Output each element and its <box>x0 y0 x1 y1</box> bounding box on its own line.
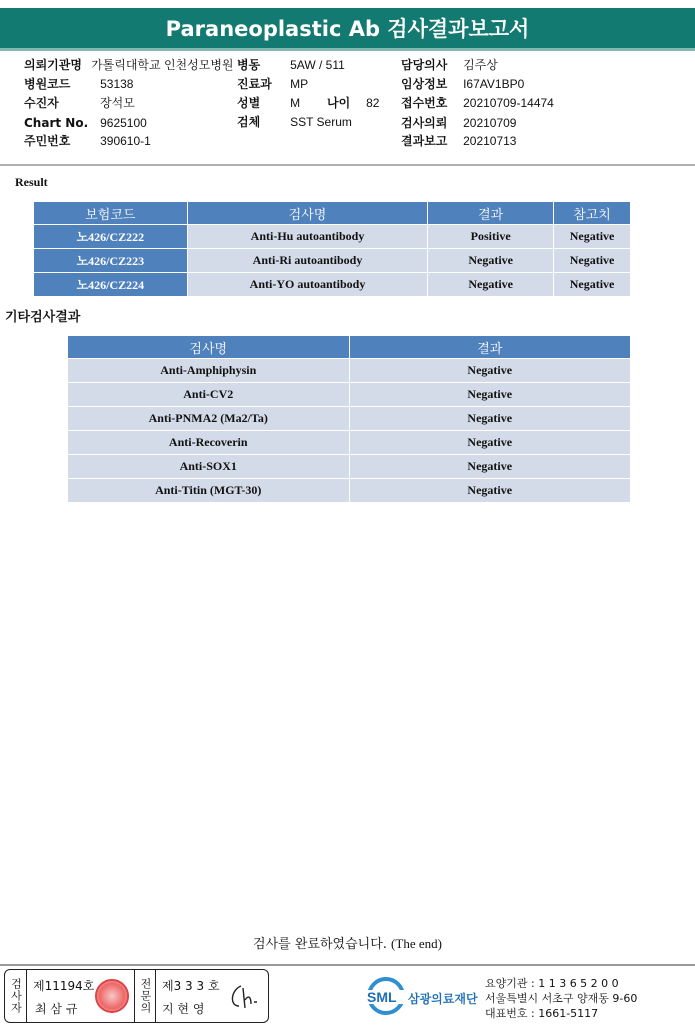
reference-value: Negative <box>554 225 631 249</box>
sml-logo-icon <box>366 976 410 1016</box>
info-row-report-date <box>401 131 516 149</box>
completion-en: (The end) <box>391 936 442 951</box>
info-value: M <box>290 96 301 110</box>
test-name: Anti-Amphiphysin <box>68 359 350 383</box>
table-row <box>34 273 631 297</box>
table-row <box>34 249 631 273</box>
info-value: 20210709 <box>463 116 517 130</box>
header-reference: 참고치 <box>554 202 631 225</box>
info-label: 병원코드 <box>24 77 71 91</box>
org-info-line: 요양기관 : 1 1 3 6 5 2 0 0 <box>485 977 619 990</box>
header-test-name: 검사명 <box>187 202 428 225</box>
org-name: 삼광의료재단 <box>408 992 478 1006</box>
report-title: Paraneoplastic Ab 검사결과보고서 <box>0 8 695 48</box>
table-row <box>68 455 631 479</box>
header-insurance-code: 보험코드 <box>34 202 188 225</box>
completion-ko: 검사를 완료하였습니다. <box>253 937 387 952</box>
table-row <box>34 225 631 249</box>
test-name: Anti-SOX1 <box>68 455 350 479</box>
completion-message <box>0 933 695 952</box>
test-name: Anti-Recoverin <box>68 431 350 455</box>
specialist-license: 제3 3 3 호 <box>162 979 220 993</box>
org-info-line: 서울특별시 서초구 양재동 9-60 <box>485 992 638 1005</box>
info-row-clinical-info <box>401 74 524 92</box>
info-label: 주민번호 <box>24 134 71 148</box>
insurance-code: 노426/CZ222 <box>34 225 188 249</box>
info-label: 검사의뢰 <box>401 116 448 130</box>
specialist-vertical-label <box>134 970 156 1022</box>
reference-value: Negative <box>554 249 631 273</box>
info-value: MP <box>290 77 309 91</box>
examiner-vertical-label <box>5 970 27 1022</box>
info-row-resident-no <box>24 131 151 149</box>
info-row-doctor <box>401 55 498 73</box>
test-name: Anti-YO autoantibody <box>187 273 428 297</box>
test-result: Negative <box>349 431 630 455</box>
info-label: 진료과 <box>237 77 272 91</box>
org-info-line: 대표번호 : 1661-5117 <box>485 1007 599 1020</box>
test-result: Negative <box>349 407 630 431</box>
header-test-name: 검사명 <box>68 336 350 359</box>
table-header-row <box>68 336 631 359</box>
top-rule <box>0 0 695 6</box>
logo-text: SML <box>367 989 397 1005</box>
info-row-sex <box>237 93 300 111</box>
test-name: Anti-PNMA2 (Ma2/Ta) <box>68 407 350 431</box>
other-result-table <box>67 335 631 503</box>
header-separator <box>0 164 695 166</box>
info-label: 임상정보 <box>401 77 448 91</box>
info-label: 접수번호 <box>401 96 448 110</box>
info-value: 390610-1 <box>100 134 151 148</box>
signature-box <box>4 969 269 1023</box>
org-info <box>485 976 637 1021</box>
seal-stamp-icon <box>95 979 129 1013</box>
examiner-license: 제11194호 <box>33 979 95 993</box>
info-value: 82 <box>366 96 380 110</box>
info-row-hospital-code <box>24 74 133 92</box>
table-row <box>68 479 631 503</box>
test-result: Negative <box>428 249 554 273</box>
info-row-institution <box>24 55 234 73</box>
main-result-table <box>33 201 631 297</box>
info-value: 5AW / 511 <box>290 58 345 72</box>
info-label: 나이 <box>327 96 351 110</box>
footer-separator <box>0 964 695 966</box>
info-value: 53138 <box>100 77 134 91</box>
info-value: 20210713 <box>463 134 517 148</box>
table-header-row <box>34 202 631 225</box>
test-result: Negative <box>428 273 554 297</box>
info-value: I67AV1BP0 <box>463 77 525 91</box>
info-row-department <box>237 74 308 92</box>
other-results-label: 기타검사결과 <box>5 310 81 325</box>
info-label: 수진자 <box>24 96 59 110</box>
info-label: 병동 <box>237 58 261 72</box>
info-row-ward <box>237 55 345 73</box>
test-name: Anti-Titin (MGT-30) <box>68 479 350 503</box>
info-label: 성별 <box>237 96 261 110</box>
signature-scribble-icon <box>227 982 261 1012</box>
info-row-specimen <box>237 112 352 130</box>
reference-value: Negative <box>554 273 631 297</box>
header-result: 결과 <box>349 336 630 359</box>
examiner-name: 최 삼 규 <box>35 1002 78 1016</box>
result-label: Result <box>15 175 48 189</box>
table-row <box>68 431 631 455</box>
info-value: 20210709-14474 <box>463 96 554 110</box>
info-row-request-date <box>401 113 516 131</box>
insurance-code: 노426/CZ223 <box>34 249 188 273</box>
info-row-patient <box>24 93 135 111</box>
table-row <box>68 383 631 407</box>
specialist-name: 지 현 영 <box>162 1002 205 1016</box>
insurance-code: 노426/CZ224 <box>34 273 188 297</box>
info-value: 김주상 <box>463 58 498 72</box>
test-result: Negative <box>349 383 630 407</box>
test-result: Negative <box>349 455 630 479</box>
test-result: Positive <box>428 225 554 249</box>
info-label: Chart No. <box>24 116 89 130</box>
info-value: 9625100 <box>100 116 147 130</box>
info-row-chart-no <box>24 113 147 131</box>
test-result: Negative <box>349 359 630 383</box>
vertical-text: 전문의 <box>139 978 152 1014</box>
table-row <box>68 359 631 383</box>
info-value: 가톨릭대학교 인천성모병원 <box>91 58 234 72</box>
info-row-age <box>327 93 379 111</box>
info-label: 검체 <box>237 115 261 129</box>
info-value: 장석모 <box>100 96 135 110</box>
header-result: 결과 <box>428 202 554 225</box>
test-name: Anti-Ri autoantibody <box>187 249 428 273</box>
table-row <box>68 407 631 431</box>
info-label: 의뢰기관명 <box>24 58 82 72</box>
info-label: 담당의사 <box>401 58 448 72</box>
test-result: Negative <box>349 479 630 503</box>
test-name: Anti-CV2 <box>68 383 350 407</box>
info-value: SST Serum <box>290 115 352 129</box>
test-name: Anti-Hu autoantibody <box>187 225 428 249</box>
info-row-receipt-no <box>401 93 554 111</box>
info-label: 결과보고 <box>401 134 448 148</box>
title-underline <box>0 48 695 51</box>
vertical-text: 검사자 <box>9 978 23 1014</box>
